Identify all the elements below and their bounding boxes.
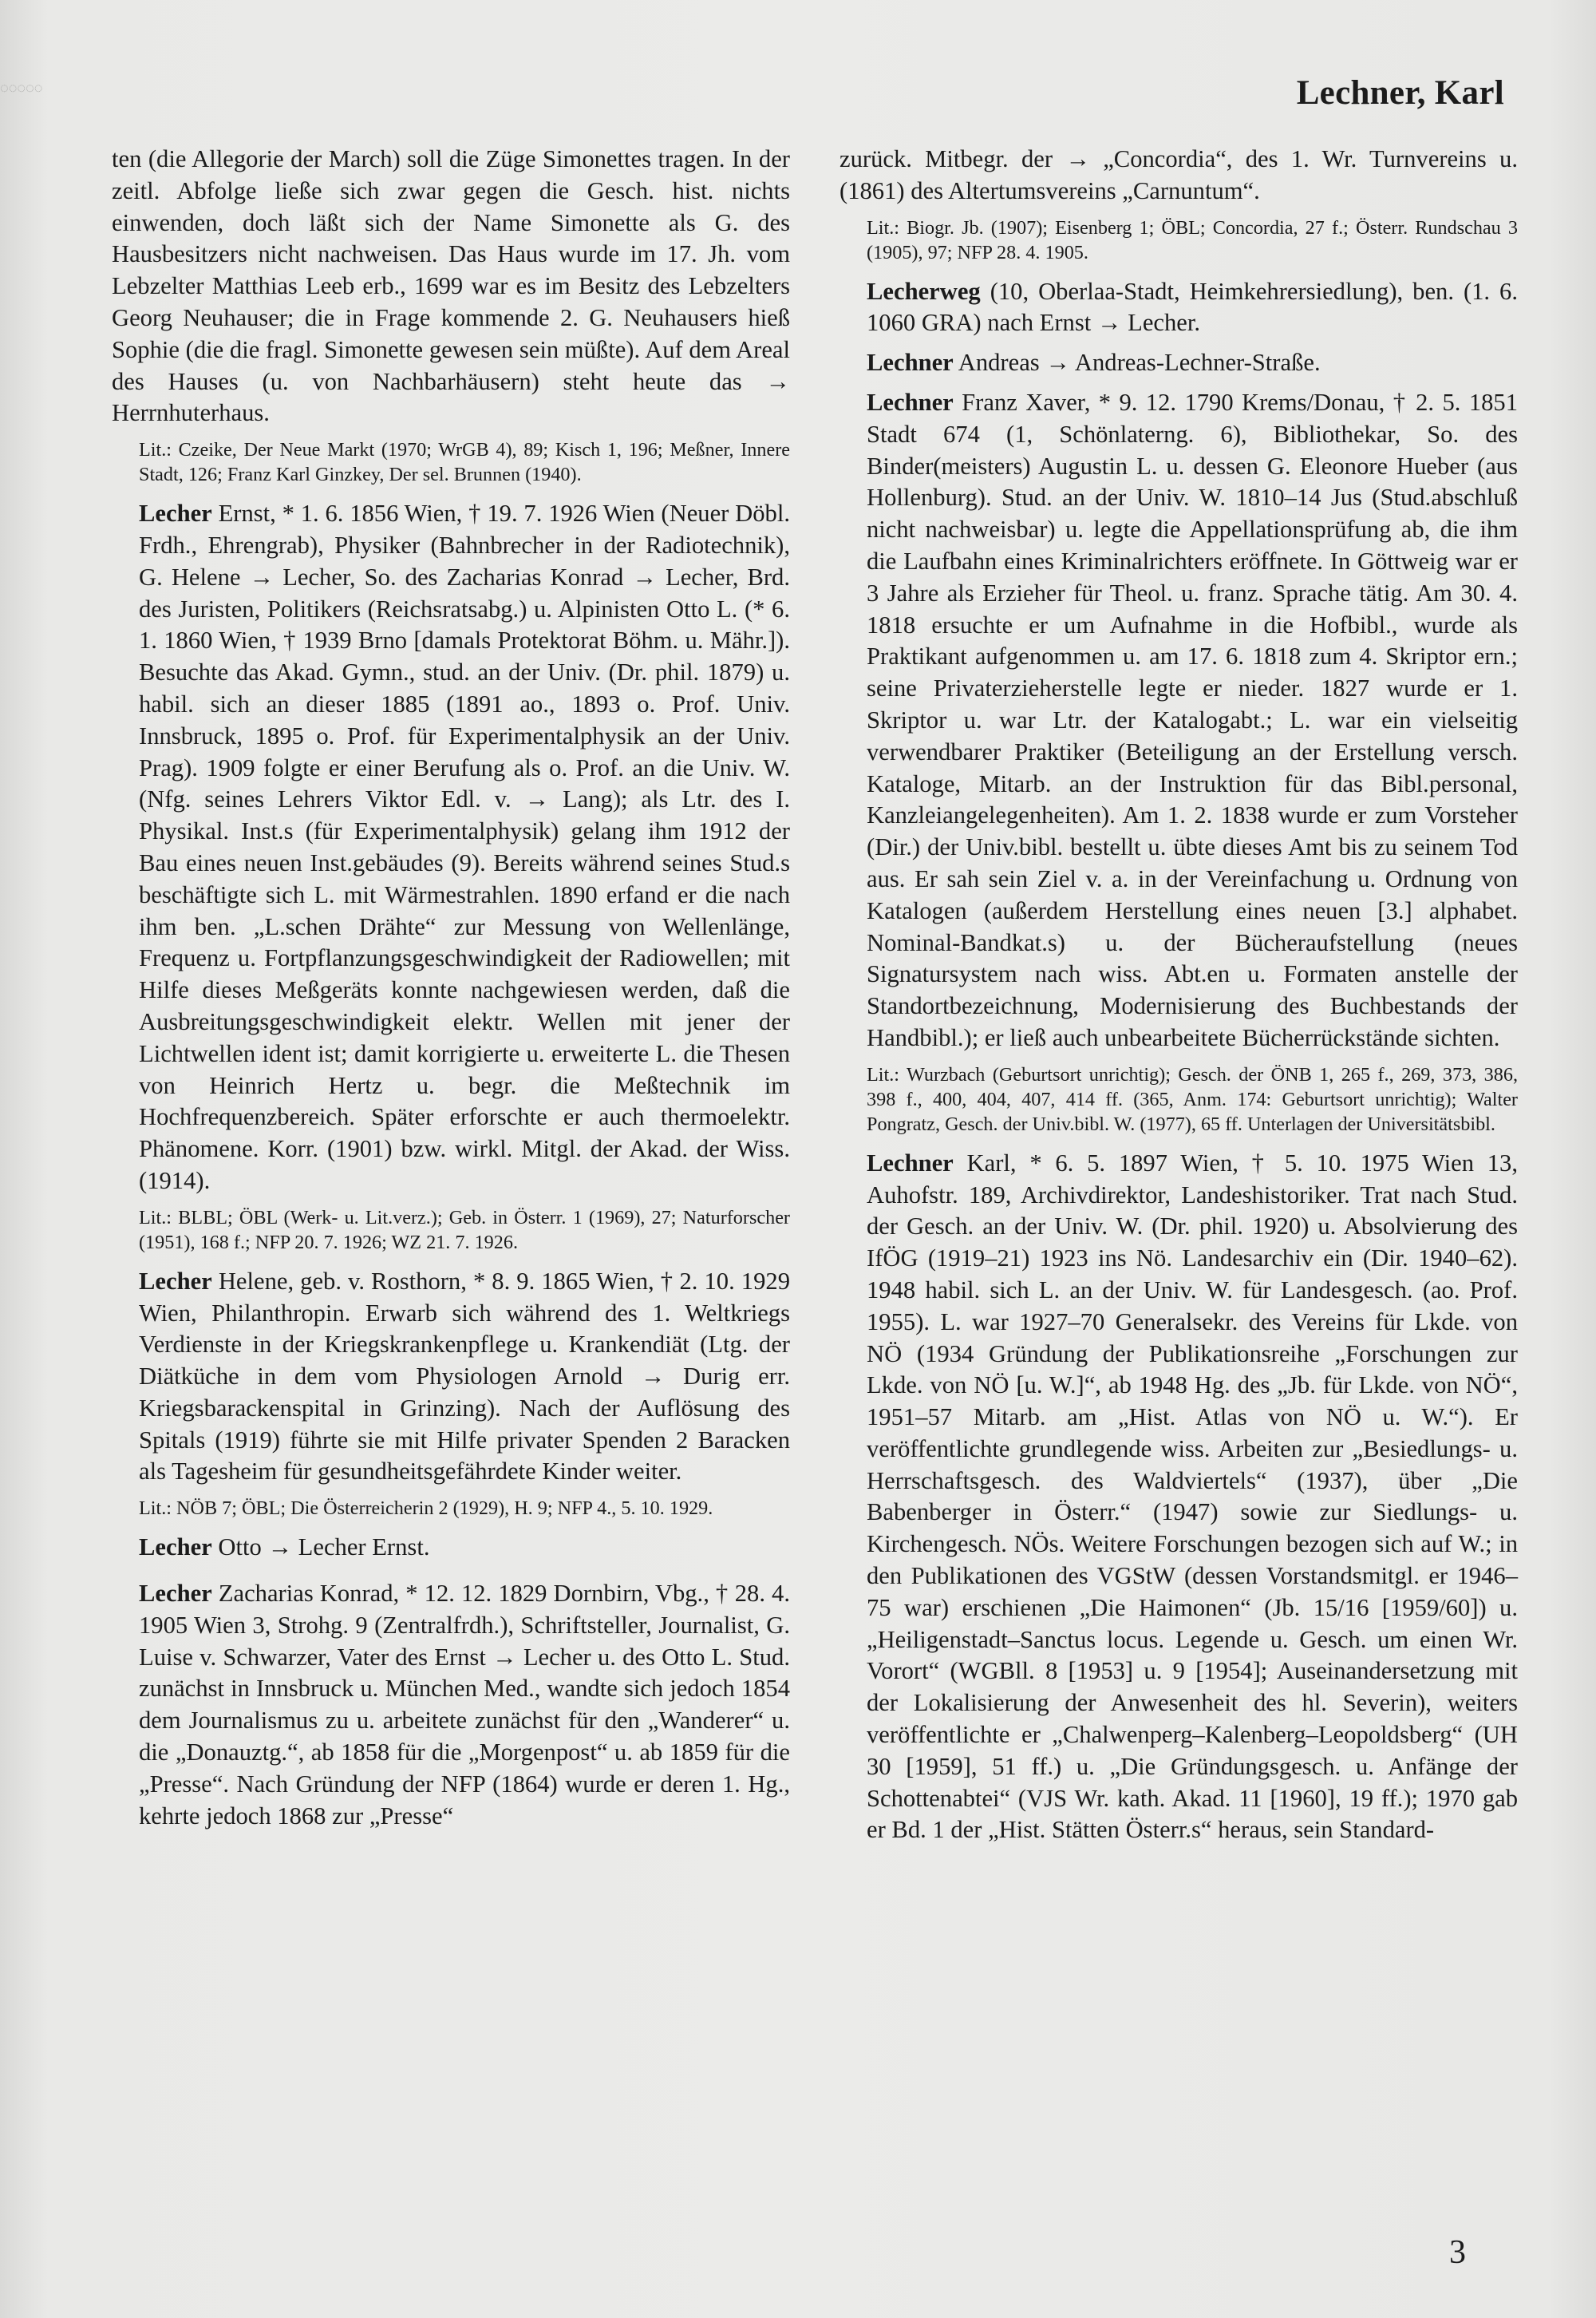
entry-lemma: Lechner: [867, 388, 954, 416]
entry-lecher-ernst: [112, 498, 790, 1255]
entry-literature: Lit.: Biogr. Jb. (1907); Eisenberg 1; ÖBL; Concordia, 27 f.; Österr. Rundschau 3 (1905), 97; NFP 28. 4. 1905.: [867, 216, 1518, 263]
entry-text: Zacharias Konrad, * 12. 12. 1829 Dornbirn, Vbg., † 28. 4. 1905 Wien 3, Strohg. 9 (Zentralfrdh.), Schriftsteller, Journalist, G. Luise v. Schwarzer, Vater des Ernst → Lecher u. des Otto L. Stud. zunächst in Innsbruck u. München Med., wandte sich jedoch 1854 dem Journalismus zu u. arbeitete zunächst für den „Wanderer“ u. die „Donauztg.“, ab 1858 für die „Morgenpost“ u. ab 1859 für die „Presse“. Nach Gründung der NFP (1864) wurde er deren 1. Hg., kehrte jedoch 1868 zur „Presse“: [139, 1580, 790, 1829]
entry-literature: Lit.: Wurzbach (Geburtsort unrichtig); Gesch. der ÖNB 1, 265 f., 269, 373, 386, 398 f., 400, 404, 407, 414 ff. (365, Anm. 174: Geburtsort unrichtig); Walter Pongratz, Gesch. der Univ.bibl. W. (1977), 65 ff. Unterlagen der Universitätsbibl.: [867, 1063, 1518, 1135]
entry-lemma: Lecher: [139, 500, 212, 528]
entry-lechner-franz-xaver: [839, 387, 1518, 1137]
entry-body: [839, 387, 1518, 1054]
entry-zacharias-continuation: [839, 144, 1518, 265]
running-head: Lechner, Karl: [1296, 74, 1504, 112]
entry-lemma: Lechner: [867, 1149, 954, 1177]
entry-body: [839, 276, 1518, 340]
entry-lecher-zacharias: [112, 1578, 790, 1832]
entry-body: [112, 498, 790, 1197]
entry-text: zurück. Mitbegr. der → „Concordia“, des 1. Wr. Turnvereins u. (1861) des Altertumsvereins „Carnuntum“.: [839, 145, 1518, 204]
entry-text: Ernst, * 1. 6. 1856 Wien, † 19. 7. 1926 Wien (Neuer Döbl. Frdh., Ehrengrab), Physiker (Bahnbrecher in der Radiotechnik), G. Helene → Lecher, So. des Zacharias Konrad → Lecher, Brd. des Juristen, Politikers (Reichsratsabg.) u. Alpinisten Otto L. (* 6. 1. 1860 Wien, † 1939 Brno [damals Protektorat Böhm. u. Mähr.]). Besuchte das Akad. Gymn., stud. an der Univ. (Dr. phil. 1879) u. habil. sich an dieser 1885 (1891 ao., 1893 o. Prof. Univ. Innsbruck, 1895 o. Prof. für Experimentalphysik an der Univ. Prag). 1909 folgte er einer Berufung als o. Prof. an die Univ. W. (Nfg. seines Lehrers Viktor Edl. v. → Lang); als Ltr. des I. Physikal. Inst.s (für Experimentalphysik) gelang ihm 1912 der Bau eines neuen Inst.gebäudes (9). Bereits während seines Stud.s beschäftigte sich L. mit Wärmestrahlen. 1890 erfand er die nach ihm ben. „L.schen Drähte“ zur Messung von Wellenlänge, Frequenz u. Fortpflanzungsgeschwindigkeit der Radiowellen; mit Hilfe dieses Meßgeräts konnte nachgewiesen werden, daß die Ausbreitungsgeschwindigkeit elektr. Wellen mit jener der Lichtwellen ident ist; damit korrigierte u. erweiterte L. die Thesen von Heinrich Hertz u. begr. die Meßtechnik im Hochfrequenzbereich. Später erforschte er auch thermoelektr. Phänomene. Korr. (1901) bzw. wirkl. Mitgl. der Akad. der Wiss. (1914).: [139, 500, 790, 1194]
entry-body: [112, 1578, 790, 1832]
entry-lemma: Lechner: [867, 349, 954, 377]
entry-body: [839, 347, 1518, 379]
entry-simonette-continuation: [112, 144, 790, 487]
entry-body: [112, 1532, 790, 1564]
entry-text: ten (die Allegorie der March) soll die Züge Simonettes tragen. In der zeitl. Abfolge ließe sich zwar gegen die Gesch. hist. nichts einwenden, doch läßt sich der Name Simonette als G. des Hausbesitzers nicht nachweisen. Das Haus wurde im 17. Jh. vom Lebzelter Matthias Leeb erb., 1699 war es im Besitz des Lebzelters Georg Neuhauser; die in Frage kommende 2. G. Neuhausers hieß Sophie (die die fragl. Simonette gewesen sein müßte). Auf dem Areal des Hauses (u. von Nachbarhäusern) steht heute das → Herrnhuterhaus.: [112, 145, 790, 427]
entry-text: Otto → Lecher Ernst.: [218, 1533, 430, 1561]
entry-literature: Lit.: NÖB 7; ÖBL; Die Österreicherin 2 (1929), H. 9; NFP 4., 5. 10. 1929.: [139, 1497, 713, 1520]
entry-lechner-andreas: [839, 347, 1518, 379]
entry-lemma: Lecherweg: [867, 277, 981, 305]
entry-body: [112, 144, 790, 429]
entry-lemma: Lecher: [139, 1533, 212, 1561]
right-column: [839, 144, 1518, 1854]
entry-text: Karl, * 6. 5. 1897 Wien, † 5. 10. 1975 Wien 13, Auhofstr. 189, Archivdirektor, Landeshistoriker. Trat nach Stud. der Gesch. an der Univ. W. (Dr. phil. 1920) u. Absolvierung des IfÖG (1919–21) 1923 ins Nö. Landesarchiv ein (Dir. 1940–62). 1948 habil. sich L. an der Univ. W. für Landesgesch. (ao. Prof. 1955). L. war 1927–70 Generalsekr. des Vereins für Lkde. von NÖ (1934 Gründung der Publikationsreihe „Forschungen zur Lkde. von NÖ [u. W.]“, ab 1948 Hg. des „Jb. für Lkde. von NÖ“, 1951–57 Mitarb. am „Hist. Atlas von NÖ u. W.“). Er veröffentlichte grundlegende wiss. Arbeiten zur „Besiedlungs- u. Herrschaftsgesch. des Waldviertels“ (1937), über „Die Babenberger in Österr.“ (1947) sowie zur Siedlungs- u. Kirchengesch. NÖs. Weitere Forschungen bezogen sich auf W.; in den Publikationen des VGStW (dessen Vorstandsmitgl. er 1946–75 war) erschienen „Die Haimonen“ (Jb. 15/16 [1959/60]) u. „Heiligenstadt–Sanctus locus. Legende u. Gesch. um einen Wr. Vorort“ (WGBll. 8 [1953] u. 9 [1954]; Auseinandersetzung mit der Lokalisierung der Anwesenheit des hl. Severin), weiters veröffentlichte er „Chalwenperg–Kalenberg–Leopoldsberg“ (UH 30 [1959], 51 ff.) u. „Die Gründungsgesch. u. Anfänge der Schottenabtei“ (VJS Wr. kath. Akad. 11 [1960], 19 ff.); 1970 gab er Bd. 1 der „Hist. Stätten Österr.s“ heraus, sein Standard-: [867, 1149, 1519, 1844]
page-number: 3: [1449, 2234, 1466, 2271]
entry-literature: Lit.: Czeike, Der Neue Markt (1970; WrGB 4), 89; Kisch 1, 196; Meßner, Innere Stadt, 126; Franz Karl Ginzkey, Der sel. Brunnen (1940).: [139, 439, 790, 486]
entry-text: Franz Xaver, * 9. 12. 1790 Krems/Donau, † 2. 5. 1851 Stadt 674 (1, Schönlaterng. 6), Bibliothekar, So. des Binder(meisters) Augustin L. u. dessen G. Eleonore Hueber (aus Hollenburg). Stud. an der Univ. W. 1810–14 Jus (Stud.abschluß nicht nachweisbar) u. legte die Appellationsprüfung ab, die ihm die Laufbahn eines Kriminalrichters eröffnete. In Göttweig war er 3 Jahre als Erzieher für Theol. u. franz. Sprache tätig. Am 30. 4. 1818 ersuchte er um Aufnahme in die Hofbibl., wurde als Praktikant aufgenommen u. am 17. 6. 1818 zum 4. Skriptor ern.; seine Privaterzieherstelle legte er nieder. 1827 wurde er 1. Skriptor u. war Ltr. der Katalogabt.; L. war ein vielseitig verwendbarer Praktiker (Beteiligung an der Erstellung versch. Kataloge, Mitarb. an der Instruktion für das Bibl.personal, Kanzleiangelegenheiten). Am 1. 2. 1838 wurde er zum Vorsteher (Dir.) der Univ.bibl. bestellt u. übte dieses Amt bis zu seinem Tod aus. Er sah sein Ziel v. a. in der Vereinfachung u. Ordnung von Katalogen (außerdem Herstellung eines neuen [3.] alphabet. Nominal-Bandkat.s) u. der Bücheraufstellung (neues Signatursystem nach wiss. Abt.en u. Formaten anstelle der Standortbezeichnung, Modernisierung des Buchbestands der Handbibl.); er ließ auch unbearbeitete Bücherrückstände sichten.: [867, 388, 1519, 1051]
left-column: [112, 144, 790, 1840]
entry-lecher-otto: [112, 1532, 790, 1564]
entry-text: Helene, geb. v. Rosthorn, * 8. 9. 1865 Wien, † 2. 10. 1929 Wien, Philanthropin. Erwarb sich während des 1. Weltkriegs Verdienste in der Kriegskrankenpflege u. Krankendiät (Ltg. der Diätküche in dem vom Physiologen Arnold → Durig err. Kriegsbarackenspital in Grinzing). Nach der Auflösung des Spitals (1919) führte sie mit Hilfe privater Spenden 2 Baracken als Tagesheim für gesundheitsgefährdete Kinder weiter.: [139, 1267, 790, 1485]
entry-lecherweg: [839, 276, 1518, 340]
entry-body: [839, 144, 1518, 208]
entry-text: (10, Oberlaa-Stadt, Heimkehrersiedlung), ben. (1. 6. 1060 GRA) nach Ernst → Lecher.: [867, 277, 1518, 337]
entry-text: Andreas → Andreas-Lechner-Straße.: [958, 349, 1321, 377]
entry-lemma: Lecher: [139, 1267, 212, 1295]
entry-literature: Lit.: BLBL; ÖBL (Werk- u. Lit.verz.); Geb. in Österr. 1 (1969), 27; Naturforscher (1951), 168 f.; NFP 20. 7. 1926; WZ 21. 7. 1926.: [139, 1206, 790, 1253]
scan-edge-mark: ◌◌◌◌◌: [0, 80, 43, 96]
entry-body: [112, 1266, 790, 1489]
entry-lechner-karl: [839, 1148, 1518, 1847]
entry-lecher-helene: [112, 1266, 790, 1521]
entry-body: [839, 1148, 1518, 1847]
entry-lemma: Lecher: [139, 1580, 212, 1608]
